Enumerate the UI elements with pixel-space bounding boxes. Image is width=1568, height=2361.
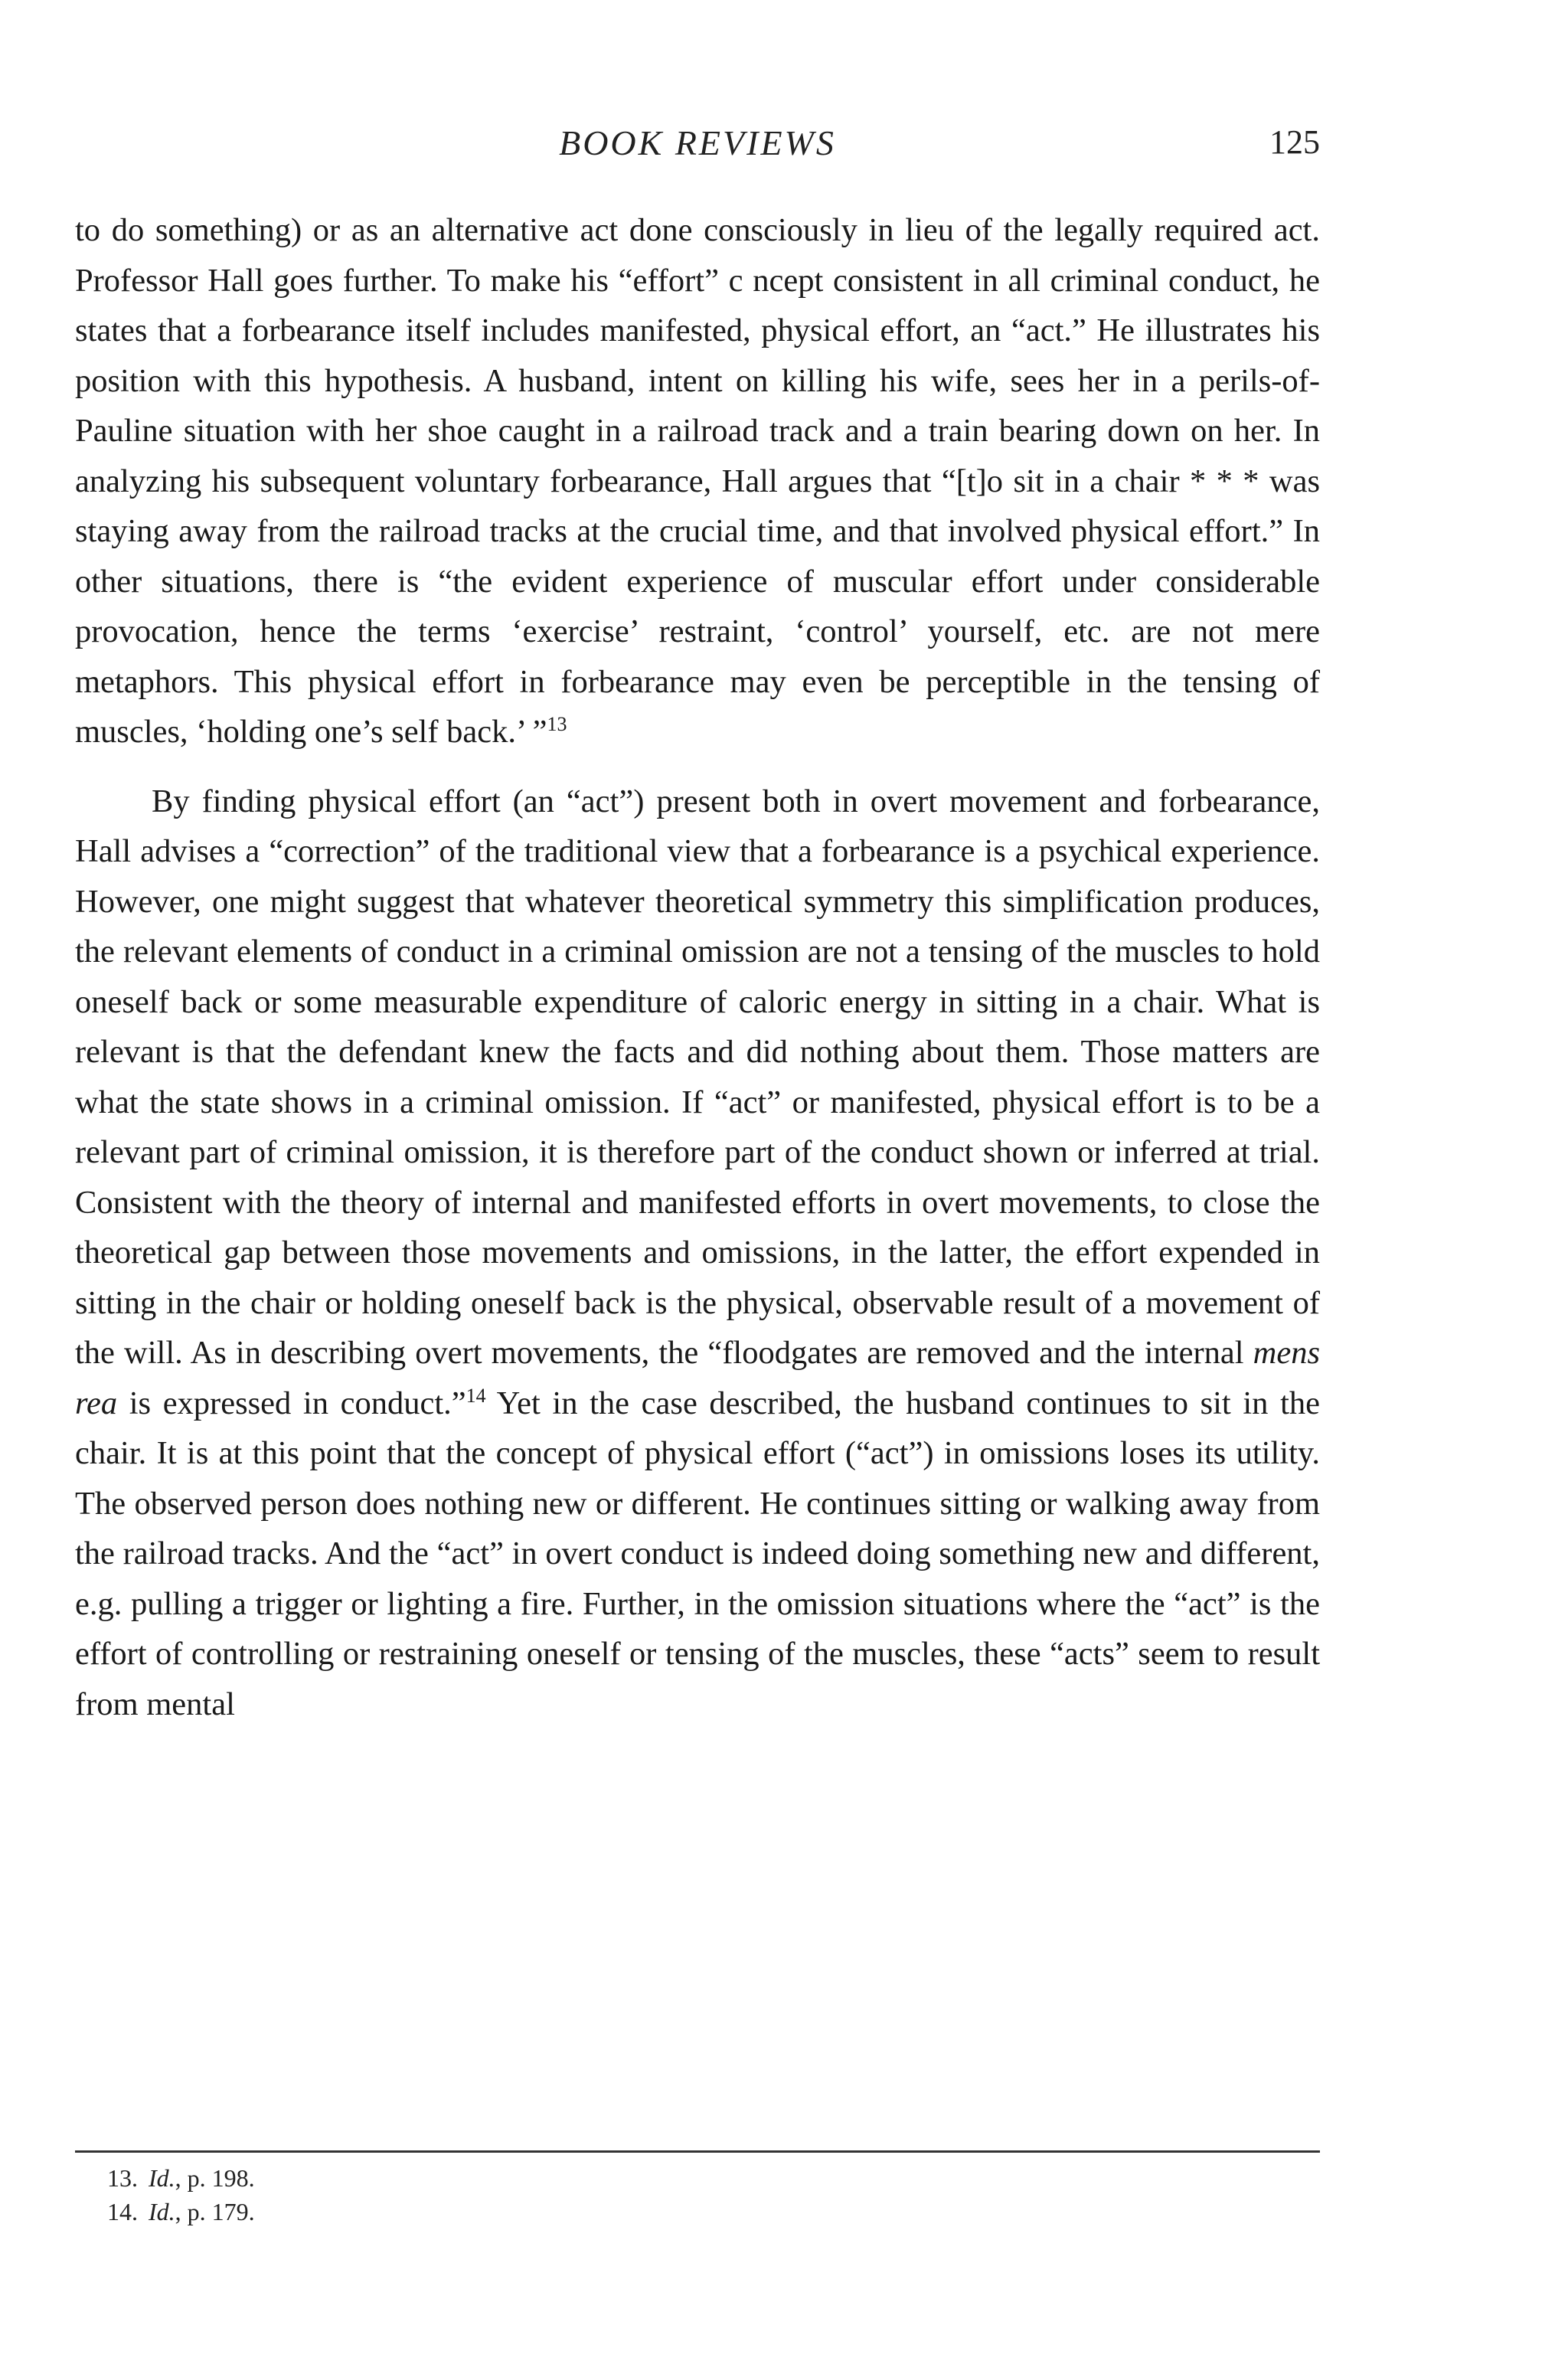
footnotes — [107, 2161, 255, 2229]
page-number: 125 — [1269, 123, 1320, 161]
running-title: BOOK REVIEWS — [559, 123, 836, 162]
footnote-ref-14[interactable]: 14 — [466, 1384, 486, 1407]
footnote-14 — [107, 2195, 255, 2229]
paragraph-1 — [75, 205, 1320, 757]
footnote-divider — [75, 2150, 1320, 2153]
paragraph-1-text: to do something) or as an alternative act done consciously in lieu of the legally required act. Professor Hall goes further. To make his “effort” c ncept consistent in all criminal conduct, he states that a forbearance itself includes manifested, physical effort, an “act.” He illustrates his position with this hypothesis. A husband, intent on killing his wife, sees her in a perils-of-Pauline situation with her shoe caught in a railroad track and a train bearing down on her. In analyzing his subsequent voluntary forbearance, Hall argues that “[t]o sit in a chair * * * was staying away from the railroad tracks at the crucial time, and that involved physical effort.” In other situations, there is “the evident experience of muscular effort under considerable provocation, hence the terms ‘exercise’ restraint, ‘control’ yourself, etc. are not mere metaphors. This physical effort in forbearance may even be perceptible in the tensing of muscles, ‘holding one’s self back.’ ” — [75, 212, 1320, 750]
footnote-page: , p. 179. — [175, 2198, 255, 2225]
footnote-source: Id. — [149, 2198, 175, 2225]
footnote-number: 13. — [107, 2164, 138, 2192]
paragraph-2-text-c: Yet in the case described, the husband continues to sit in the chair. It is at this point that the concept of physical effort (“act”) in omissions loses its utility. The observed person does nothing new or different. He continues sitting or walking away from the railroad tracks. And the “act” in overt conduct is indeed doing something new and different, e.g. pulling a trigger or lighting a fire. Further, in the omission situations where the “act” is the effort of controlling or restraining oneself or tensing of the muscles, these “acts” seem to result from mental — [75, 1385, 1320, 1722]
footnote-page: , p. 198. — [175, 2164, 255, 2192]
paragraph-2-text-b: is expressed in conduct.” — [117, 1385, 466, 1421]
footnote-number: 14. — [107, 2198, 138, 2225]
paragraph-2-text-a: By finding physical effort (an “act”) present both in overt movement and forbearance, Hall advises a “correction” of the traditional view that a forbearance is a psychical experience. However, one might suggest that whatever theoretical symmetry this simplification produces, the relevant elements of conduct in a criminal omission are not a tensing of the muscles to hold oneself back or some measurable expenditure of caloric energy in sitting in a chair. What is relevant is that the defendant knew the facts and did nothing about them. Those matters are what the state shows in a criminal omission. If “act” or manifested, physical effort is to be a relevant part of criminal omission, it is therefore part of the conduct shown or inferred at trial. Consistent with the theory of internal and manifested efforts in overt movements, to close the theoretical gap between those movements and omissions, in the latter, the effort expended in sitting in the chair or holding oneself back is the physical, observable result of a movement of the will. As in describing overt movements, the “floodgates are removed and the internal — [75, 783, 1320, 1371]
footnote-ref-13[interactable]: 13 — [547, 712, 567, 735]
running-header — [75, 123, 1320, 168]
mens-rea-italic: mens rea — [75, 1335, 1320, 1421]
paragraph-2 — [75, 777, 1320, 1730]
footnote-source: Id. — [149, 2164, 175, 2192]
body-text — [75, 205, 1320, 1729]
book-page — [75, 0, 1320, 2361]
footnote-13 — [107, 2161, 255, 2195]
